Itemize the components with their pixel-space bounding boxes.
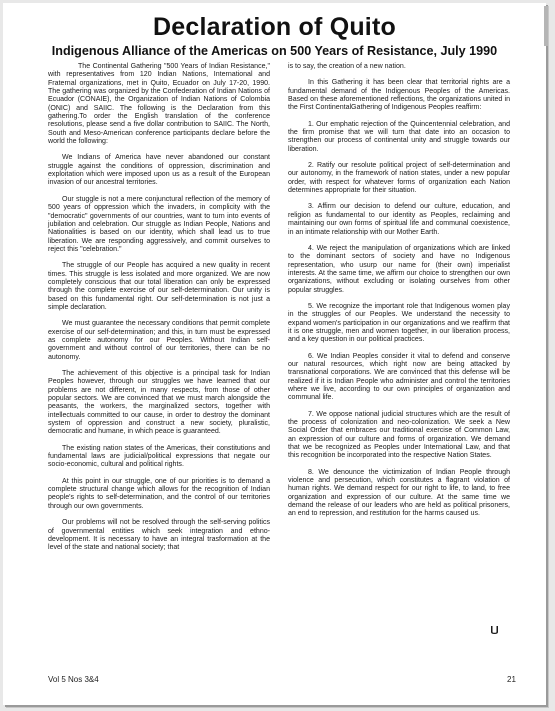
end-mark-icon — [490, 626, 499, 634]
resolution-7: 7. We oppose national judicial structures which are the result of the process of colonization and neo-colonization. We seek a New Social Order that embraces our traditional exercise of Common Law, an expression of our culture and forms of organization. We demand that we be recognized as Peoples under International Law, and that this recognition be incorporated into the respective Nation States. — [288, 410, 510, 460]
document-subtitle: Indigenous Alliance of the Americas on 500 Years of Resistance, July 1990 — [51, 44, 498, 58]
left-column — [48, 63, 270, 561]
viewer-scrollbar[interactable] — [544, 6, 548, 46]
resolution-8: 8. We denounce the victimization of Indian People through violence and persecution, which constitutes a flagrant violation of human rights. We demand respect for our right to life, to land, to free organization and expression of our culture. At the same time we demand the release of our leaders who are held as political prisoners, an end to repression, and restitution for the harms caused us. — [288, 468, 510, 518]
right-column — [288, 63, 510, 527]
paragraph: The struggle of our People has acquired a new quality in recent times. This struggle is less isolated and more organized. We are now completely conscious that our total liberation can only be expressed through the complete exercise of our self-determination. Our unity is based on this fundamental right. Our self-determination is not just a simple declaration. — [48, 262, 270, 311]
document-title: Declaration of Quito — [153, 13, 396, 41]
paragraph: In this Gathering it has been clear that territorial rights are a fundamental demand of the Indigenous Peoples of the Americas. Based on these aforementioned reflections, the organizations united in the First ContinentalGathering of Indigenous Peoples reaffirm: — [288, 79, 510, 112]
paragraph: Our problems will not be resolved through the self-serving politics of governmental entities which seek integration and ethno-development. It is necessary to have an integral trasformation at the level of the state and national society; that — [48, 519, 270, 552]
paragraph: The existing nation states of the Americas, their constitutions and fundamental laws are judicial/political expressions that negate our socio-economic, cultural and political rights. — [48, 444, 270, 469]
paragraph: At this point in our struggle, one of our priorities is to demand a complete structural change which allows for the recognition of Indian people's rights to self-determination, and the control of our territories through our own governments. — [48, 477, 270, 510]
paragraph: is to say, the creation of a new nation. — [288, 63, 406, 70]
resolution-1: 1. Our emphatic rejection of the Quincentennial celebration, and the firm promise that we will turn that date into an occasion to strengthen our process of continental unity and struggle towards our liberation. — [288, 120, 510, 153]
resolution-3: 3. Affirm our decision to defend our culture, education, and religion as fundamental to our identity as Peoples, reclaiming and maintaining our own forms of spiritual life and communal coexistence, in an intimate relationship with our Mother Earth. — [288, 203, 510, 236]
document-page — [3, 3, 546, 705]
paragraph: The Continental Gathering "500 Years of Indian Resistance," with representatives from 120 Indian Nations, International and Fraternal organizations, met in Quito, Ecuador on July 17-20, 1990. The gathering was organized by the Confederation of Indian Nations of Ecuador (CONAIE), the Organization of Indian Nations of Colombia (ONIC) and SAIIC. The following is the Declaration from this gathering.To order the English translation of the conference resolutions, please send a five dollar contribution to SAIIC. The North, South and Meso-American conference participants declare before the world the following: — [48, 63, 270, 146]
paragraph: We must guarantee the necessary conditions that permit complete exercise of our self-determination; and this, in turn must be expressed as complete autonomy for our Peoples. Without Indian self-government and without control of our territories, there can be no autonomy. — [48, 320, 270, 361]
issue-label: Vol 5 Nos 3&4 — [48, 675, 99, 684]
page-number: 21 — [507, 675, 516, 684]
paragraph: The achievement of this objective is a principal task for Indian Peoples however, through our struggles we have learned that our problems are not different, in many respects, from those of other popular sectors. We are convinced that we must march alongside the peasants, the workers, the marginalized sectors, together with intellectuals committed to our cause, in order to destroy the dominant system of oppression and construct a new society, pluralistic, democratic and humane, in which peace is guaranteed. — [48, 370, 270, 436]
resolution-6: 6. We Indian Peoples consider it vital to defend and conserve our natural resources, which right now are being attacked by transnational corporations. We are convinced that this defense will be realized if it is Indian People who administer and control the territories where we live, according to our own principles of organization and communal life. — [288, 352, 510, 402]
paragraph: Our stuggle is not a mere conjunctural reflection of the memory of 500 years of oppression which the invaders, in complicity with the "democratic" governments of our countries, want to turn into events of jubilation and celebration. Our struggle as Indian People, Nations and Nationalities is based on our identity, which shall lead us to true liberation. We are responding aggressively, and commit ourselves to reject this "celebration." — [48, 195, 270, 253]
paragraph: We Indians of America have never abandoned our constant struggle against the conditions of oppression, discrimination and exploitation which were imposed upon us as a result of the European invasion of our ancestral territories. — [48, 154, 270, 187]
resolution-5: 5. We recognize the important role that Indigenous women play in the struggles of our Peoples. We understand the necessity to expand women's participation in our organizations and we reaffirm that it is one struggle, men and women together, in our liberation process, and a key question in our political practices. — [288, 302, 510, 344]
resolution-2: 2. Ratify our resolute political project of self-determination and our autonomy, in the framework of nation states, under a new popular order, with respect for whatever forms of organization each Nation determines appropriate for their situation. — [288, 162, 510, 195]
resolution-4: 4. We reject the manipulation of organizations which are linked to the dominant sectors of society and have no Indigenous representation, who usurp our name for (their own) imperialist interests. At the same time, we affirm our choice to strengthen our own organizations, without excluding or isolating ourselves from other popular struggles. — [288, 244, 510, 294]
